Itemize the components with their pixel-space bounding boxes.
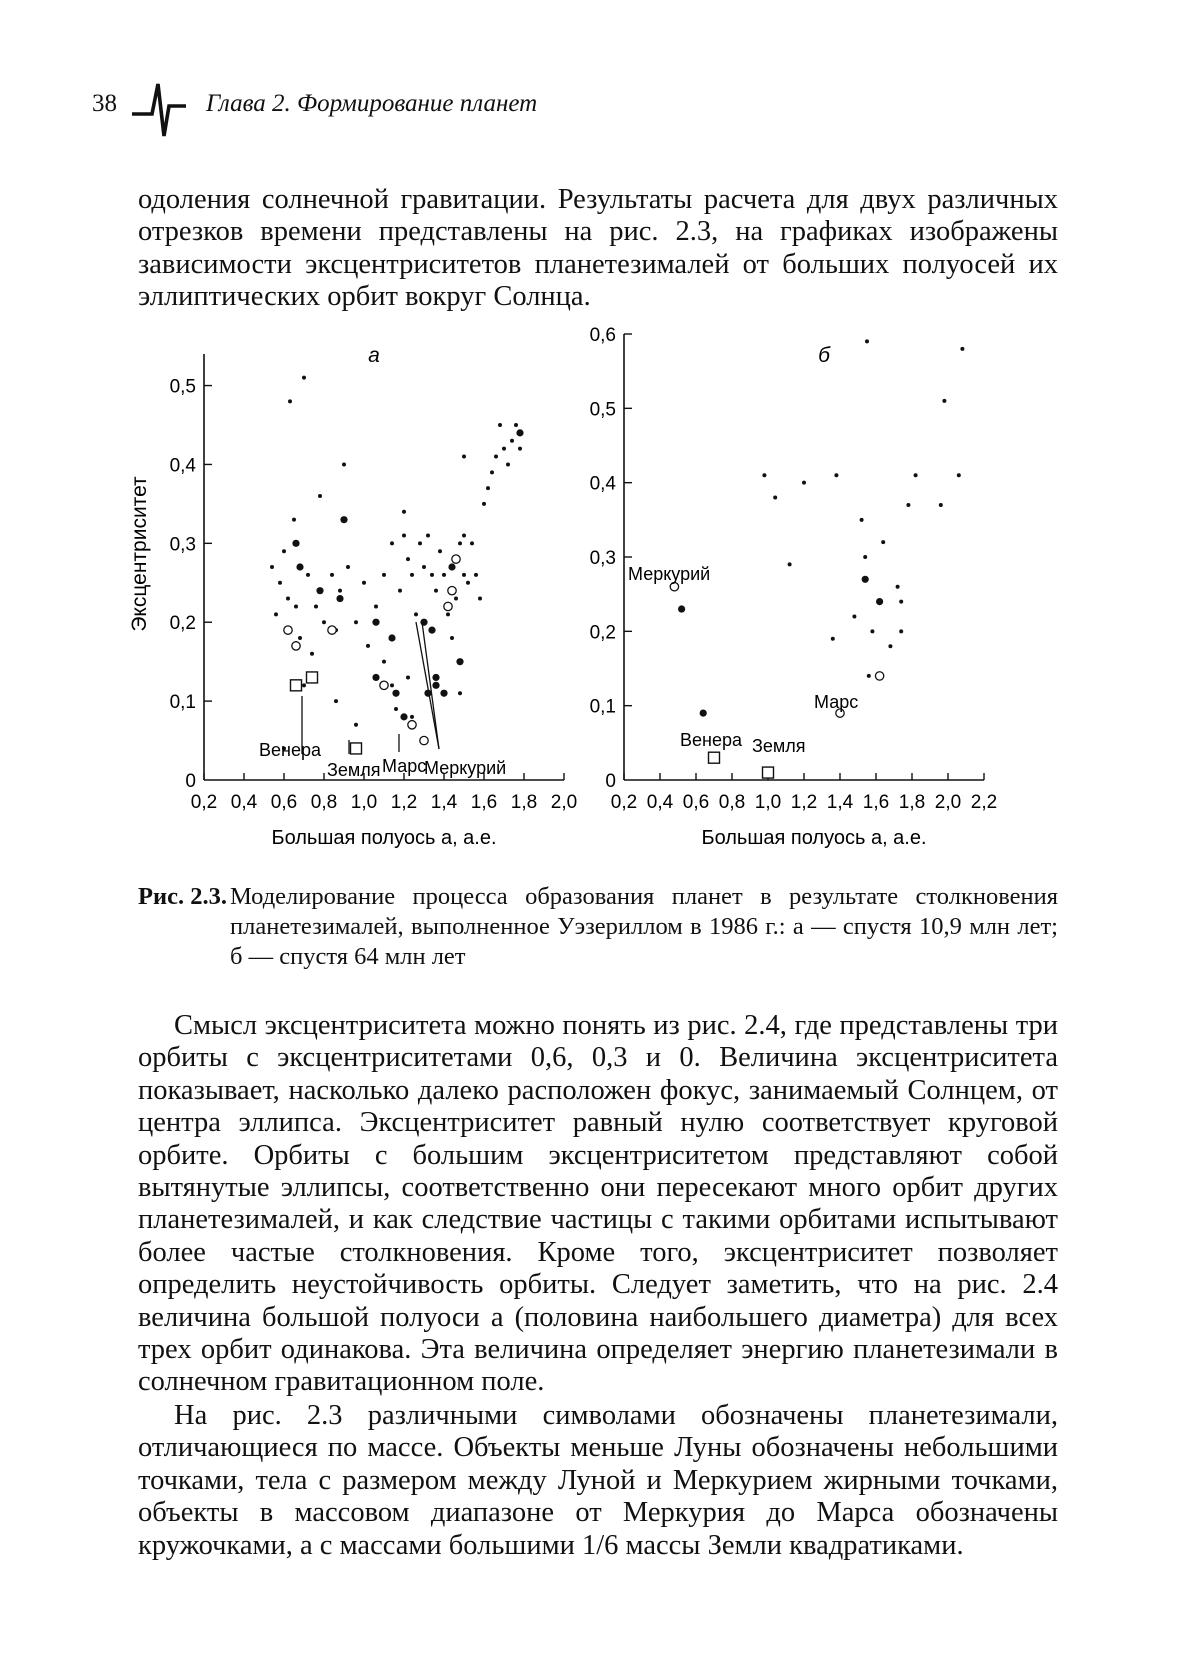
- data-point-small-dot-a: [474, 573, 478, 577]
- data-point-small-dot-a: [288, 399, 292, 403]
- data-point-small-dot-a: [270, 565, 274, 569]
- data-point-small-dot-b: [865, 339, 869, 343]
- data-point-small-dot-b: [802, 481, 806, 485]
- data-point-small-dot-a: [278, 581, 282, 585]
- data-point-small-dot-a: [330, 573, 334, 577]
- paragraph-top: одоления солнечной гравитации. Результаты расчета для двух различных отрезков времени представлены на рис. 2.3, на графиках изображены зависимости эксцентриситетов планетезималей от больших полуосей их эллиптических орбит вокруг Солнца.: [138, 184, 1058, 313]
- data-point-bold-dot-a: [372, 674, 379, 681]
- data-point-small-dot-b: [896, 585, 900, 589]
- data-point-small-dot-a: [414, 612, 418, 616]
- data-point-small-dot-a: [466, 581, 470, 585]
- data-point-small-dot-a: [402, 533, 406, 537]
- page-number: 38: [92, 90, 117, 117]
- label-merkuriy-a: Меркурий: [424, 758, 507, 778]
- x-tick-label-a: 0,8: [310, 792, 338, 813]
- data-point-small-dot-a: [462, 573, 466, 577]
- paragraph-eccentricity: Смысл эксцентриситета можно понять из рис. 2.4, где представлены три орбиты с эксцентриситетами 0,6, 0,3 и 0. Величина эксцентриситета показывает, насколько далеко расположен фокус, занимаемый Солнцем, от центра эллипса. Эксцентриситет равный нулю соответствует круговой орбите. Орбиты с большим эксцентриситетом представляют собой вытянутые эллипсы, соответственно они пересекают много орбит других планетезималей, и как следствие частицы с такими орбитами испытывают более частые столкновения. Кроме того, эксцентриситет позволяет определить неустойчивость орбиты. Следует заметить, что на рис. 2.4 величина большой полуоси a (половина наибольшего диаметра) для всех трех орбит одинакова. Эта величина определяет энергию планетезимали в солнечном гравитационном поле.: [138, 1010, 1058, 1398]
- data-point-small-dot-b: [834, 473, 838, 477]
- x-tick-label-b: 0,4: [646, 792, 674, 813]
- data-point-small-dot-a: [410, 715, 414, 719]
- data-point-circle-a: [408, 721, 416, 729]
- figure-2-3: [124, 325, 1064, 864]
- data-point-small-dot-a: [286, 597, 290, 601]
- data-point-small-dot-a: [410, 573, 414, 577]
- x-tick-label-b: 2,0: [934, 792, 962, 813]
- x-tick-label-a: 1,4: [430, 792, 458, 813]
- data-point-small-dot-a: [458, 541, 462, 545]
- data-point-small-dot-b: [860, 518, 864, 522]
- x-tick-label-a: 0,6: [270, 792, 298, 813]
- data-point-small-dot-b: [957, 473, 961, 477]
- data-point-small-dot-a: [498, 423, 502, 427]
- data-point-bold-dot-a: [336, 595, 343, 602]
- y-tick-label-a: 0,5: [169, 376, 196, 398]
- data-point-small-dot-a: [334, 699, 338, 703]
- data-point-small-dot-b: [863, 555, 867, 559]
- caption-text: Моделирование процесса образования планет в результате столкновения планетезималей, выполненное Уэзериллом в 1986 г.: а — спустя 10,9 млн лет; б — спустя 64 млн лет: [230, 883, 1058, 970]
- data-point-bold-dot-a: [428, 627, 435, 634]
- x-tick-label-b: 1,4: [826, 792, 854, 813]
- label-venera-b: Венера: [680, 730, 742, 750]
- data-point-small-dot-a: [354, 620, 358, 624]
- data-point-small-dot-a: [282, 549, 286, 553]
- data-point-circle-a: [444, 602, 452, 610]
- data-point-small-dot-a: [490, 470, 494, 474]
- x-tick-label-b: 0,2: [610, 792, 638, 813]
- x-tick-label-a: 1,6: [470, 792, 498, 813]
- data-point-small-dot-a: [342, 462, 346, 466]
- data-point-small-dot-a: [402, 510, 406, 514]
- data-point-small-dot-a: [502, 447, 506, 451]
- data-point-bold-dot-b: [862, 576, 869, 583]
- data-point-small-dot-b: [914, 473, 918, 477]
- data-point-square-a: [307, 672, 318, 683]
- points-b: [670, 339, 964, 778]
- label-mars-a: Марс: [382, 756, 427, 776]
- data-point-small-dot-a: [506, 462, 510, 466]
- data-point-small-dot-b: [939, 503, 943, 507]
- data-point-square-b: [709, 752, 720, 763]
- running-title: Глава 2. Формирование планет: [206, 90, 538, 117]
- figure-svg: [124, 325, 1064, 864]
- data-point-square-b: [763, 767, 774, 778]
- y-tick-label-b: 0,6: [589, 325, 616, 346]
- data-point-bold-dot-b: [876, 598, 883, 605]
- data-point-small-dot-a: [470, 541, 474, 545]
- data-point-small-dot-a: [422, 565, 426, 569]
- data-point-small-dot-a: [314, 604, 318, 608]
- data-point-small-dot-b: [762, 473, 766, 477]
- y-tick-label-a: 0,1: [169, 692, 196, 714]
- y-tick-label-b: 0: [605, 771, 616, 792]
- data-point-small-dot-a: [362, 581, 366, 585]
- y-tick-label-b: 0,1: [589, 696, 616, 718]
- x-tick-label-b: 0,6: [682, 792, 710, 813]
- data-point-small-dot-a: [434, 589, 438, 593]
- data-point-bold-dot-a: [448, 563, 455, 570]
- data-point-small-dot-a: [394, 707, 398, 711]
- data-point-small-dot-a: [306, 573, 310, 577]
- data-point-small-dot-a: [478, 597, 482, 601]
- data-point-small-dot-a: [462, 533, 466, 537]
- x-tick-label-b: 1,6: [862, 792, 890, 813]
- x-axis-label-b: Большая полуось a, а.е.: [701, 827, 927, 849]
- data-point-small-dot-a: [406, 557, 410, 561]
- data-point-bold-dot-a: [296, 563, 303, 570]
- label-mars-b: Марс: [814, 692, 859, 712]
- data-point-circle-a: [452, 555, 460, 563]
- label-zemlya-b: Земля: [752, 736, 806, 756]
- panel-label-a: а: [368, 344, 380, 367]
- data-point-small-dot-a: [462, 455, 466, 459]
- x-tick-label-a: 0,2: [190, 792, 218, 813]
- data-point-small-dot-a: [510, 439, 514, 443]
- data-point-small-dot-b: [788, 562, 792, 566]
- caption-label: Рис. 2.3.: [138, 883, 227, 910]
- data-point-bold-dot-a: [292, 540, 299, 547]
- y-tick-label-a: 0,4: [169, 455, 196, 477]
- y-tick-label-a: 0,2: [169, 613, 196, 635]
- data-point-circle-a: [380, 681, 388, 689]
- data-point-small-dot-a: [292, 518, 296, 522]
- data-point-small-dot-a: [514, 423, 518, 427]
- data-point-bold-dot-b: [700, 710, 707, 717]
- pulse-logo-icon: [130, 82, 188, 140]
- data-point-small-dot-a: [454, 597, 458, 601]
- data-point-circle-a: [448, 586, 456, 594]
- label-zemlya-a: Земля: [327, 760, 381, 780]
- data-point-small-dot-b: [852, 614, 856, 618]
- figure-caption: [138, 882, 1058, 972]
- x-tick-label-b: 0,8: [718, 792, 746, 813]
- data-point-small-dot-b: [888, 644, 892, 648]
- data-point-small-dot-a: [494, 455, 498, 459]
- data-point-bold-dot-a: [516, 429, 523, 436]
- data-point-small-dot-b: [870, 629, 874, 633]
- data-point-small-dot-b: [773, 496, 777, 500]
- x-tick-label-b: 1,2: [790, 792, 818, 813]
- data-point-small-dot-b: [831, 637, 835, 641]
- y-tick-label-b: 0,4: [589, 473, 616, 495]
- data-point-small-dot-a: [430, 573, 434, 577]
- data-point-bold-dot-b: [678, 605, 685, 612]
- y-tick-label-b: 0,3: [589, 548, 616, 569]
- data-point-small-dot-a: [382, 573, 386, 577]
- data-point-square-a: [291, 680, 302, 691]
- y-tick-label-b: 0,5: [589, 399, 616, 421]
- data-point-small-dot-a: [482, 502, 486, 506]
- data-point-circle-a: [284, 626, 292, 634]
- panel-a: [128, 344, 577, 849]
- data-point-small-dot-a: [338, 589, 342, 593]
- y-tick-label-a: 0: [185, 771, 196, 792]
- x-tick-label-a: 1,0: [350, 792, 378, 813]
- y-axis-label-a: Эксцентриситет: [128, 476, 151, 632]
- data-point-small-dot-b: [867, 674, 871, 678]
- data-point-small-dot-a: [438, 549, 442, 553]
- data-point-small-dot-b: [899, 600, 903, 604]
- data-point-small-dot-a: [274, 612, 278, 616]
- panel-label-b: б: [818, 344, 830, 367]
- points-a: [270, 376, 524, 754]
- x-tick-label-b: 1,8: [898, 792, 926, 813]
- data-point-small-dot-a: [294, 604, 298, 608]
- data-point-bold-dot-a: [400, 713, 407, 720]
- data-point-bold-dot-a: [388, 634, 395, 641]
- data-point-small-dot-a: [374, 604, 378, 608]
- x-tick-label-a: 1,8: [510, 792, 538, 813]
- paragraph-symbols: На рис. 2.3 различными символами обозначены планетезимали, отличающиеся по массе. Объекты меньше Луны обозначены небольшими точками, тела с размером между Луной и Меркурием жирными точками, объекты в массовом диапазоне от Меркурия до Марса обозначены кружочками, а с массами большими 1/6 массы Земли квадратиками.: [138, 1400, 1058, 1561]
- data-point-circle-a: [420, 736, 428, 744]
- data-point-bold-dot-a: [432, 674, 439, 681]
- data-point-small-dot-a: [310, 652, 314, 656]
- callouts-b: [628, 564, 858, 756]
- data-point-small-dot-a: [406, 675, 410, 679]
- data-point-small-dot-a: [318, 494, 322, 498]
- data-point-bold-dot-a: [372, 619, 379, 626]
- x-axis-label-a: Большая полуось a, а.е.: [271, 827, 497, 849]
- data-point-small-dot-a: [398, 589, 402, 593]
- data-point-circle-b: [875, 672, 883, 680]
- x-tick-label-a: 1,2: [390, 792, 418, 813]
- data-point-bold-dot-a: [456, 658, 463, 665]
- data-point-small-dot-a: [442, 573, 446, 577]
- label-venera-a: Венера: [259, 740, 321, 760]
- data-point-small-dot-a: [322, 620, 326, 624]
- data-point-small-dot-a: [450, 636, 454, 640]
- data-point-small-dot-a: [518, 447, 522, 451]
- x-tick-label-a: 2,0: [550, 792, 578, 813]
- data-point-small-dot-a: [446, 612, 450, 616]
- data-point-small-dot-b: [960, 347, 964, 351]
- data-point-square-a: [351, 743, 362, 754]
- data-point-small-dot-a: [302, 376, 306, 380]
- data-point-small-dot-a: [458, 691, 462, 695]
- data-point-small-dot-a: [302, 683, 306, 687]
- data-point-small-dot-a: [298, 636, 302, 640]
- label-merkuriy-b: Меркурий: [628, 564, 711, 584]
- data-point-small-dot-a: [390, 683, 394, 687]
- data-point-small-dot-a: [366, 644, 370, 648]
- data-point-small-dot-b: [942, 399, 946, 403]
- data-point-bold-dot-a: [316, 587, 323, 594]
- y-tick-label-a: 0,3: [169, 534, 196, 556]
- data-point-circle-a: [328, 626, 336, 634]
- data-point-small-dot-b: [899, 629, 903, 633]
- data-point-small-dot-a: [390, 541, 394, 545]
- x-tick-label-b: 1,0: [754, 792, 782, 813]
- y-tick-label-b: 0,2: [589, 622, 616, 644]
- data-point-small-dot-a: [426, 533, 430, 537]
- data-point-bold-dot-a: [392, 690, 399, 697]
- data-point-small-dot-b: [881, 540, 885, 544]
- data-point-small-dot-a: [354, 723, 358, 727]
- data-point-bold-dot-a: [440, 690, 447, 697]
- data-point-small-dot-a: [486, 486, 490, 490]
- x-tick-label-a: 0,4: [230, 792, 258, 813]
- data-point-small-dot-b: [906, 503, 910, 507]
- data-point-small-dot-a: [418, 541, 422, 545]
- data-point-bold-dot-a: [340, 516, 347, 523]
- data-point-bold-dot-a: [432, 682, 439, 689]
- data-point-small-dot-a: [382, 660, 386, 664]
- data-point-small-dot-a: [346, 565, 350, 569]
- x-tick-label-b: 2,2: [970, 792, 998, 813]
- ticks-a: [170, 377, 578, 813]
- page-header: [92, 82, 1092, 142]
- data-point-circle-a: [292, 642, 300, 650]
- panel-b: [590, 325, 998, 849]
